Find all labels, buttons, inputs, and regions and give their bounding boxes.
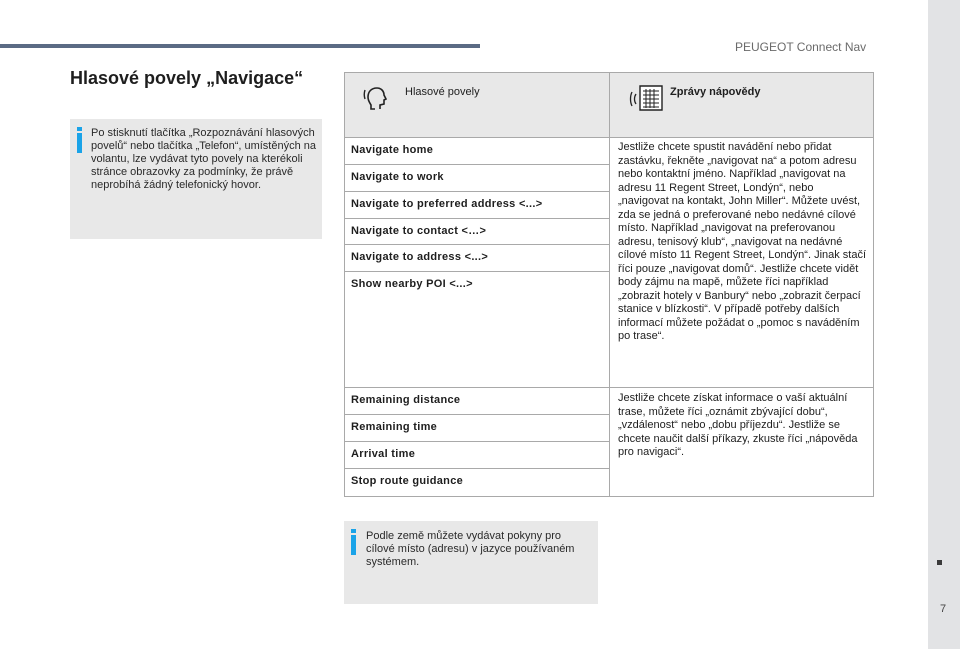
voice-command-icon xyxy=(363,82,393,114)
command-text: Show nearby POI <...> xyxy=(351,278,473,290)
header-bar xyxy=(0,44,480,48)
command-text: Navigate to preferred address <...> xyxy=(351,198,543,210)
header-product-label: PEUGEOT Connect Nav xyxy=(735,40,867,54)
command-text: Navigate home xyxy=(351,144,434,156)
help-text: Jestliže chcete spustit navádění nebo přidat zastávku, řekněte „navigovat na“ a potom adresu nebo kontaktní jméno. Například „navigovat na adresu 11 Regent Street, Londýn“, nebo „navigovat na kontakt, John Miller“. Můžete uvést, zda se jedná o preferované nebo nedávné cílové místo. Například „navigovat na preferovanou adresu, tenisový klub“, „navigovat na nedávné cílové místo 11 Regent Street, Londýn“. Jinak stačí říci pouze „navigovat domů“. Jestliže chcete vidět body zájmu na mapě, můžete říci například „zobrazit hotely v Banbury“ nebo „zobrazit čerpací stanice v blízkosti“. V případě potřeby dalších informací můžete požádat o „pomoc s naváděním po trase“. xyxy=(618,141,867,342)
header-help-messages xyxy=(610,73,873,137)
command-text: Remaining time xyxy=(351,421,438,433)
command-row xyxy=(345,272,610,388)
command-row xyxy=(345,138,610,165)
page-number: 7 xyxy=(940,603,947,615)
help-messages-icon xyxy=(628,82,664,114)
row-divider xyxy=(610,387,873,388)
header-voice-commands-label: Hlasové povely xyxy=(405,86,480,98)
info-box-language xyxy=(344,521,598,604)
help-text: Jestliže chcete získat informace o vaší aktuální trase, můžete říci „oznámit zbývající dobu“, „vzdálenost“ nebo „dobu příjezdu“. Jestliže se chcete naučit další příkazy, zkuste říci „nápověda pro navigaci“. xyxy=(618,392,858,458)
command-text: Navigate to work xyxy=(351,171,444,183)
page-title: Hlasové povely „Navigace“ xyxy=(70,68,304,88)
info-icon xyxy=(77,127,82,153)
command-row xyxy=(345,415,610,442)
header-voice-commands xyxy=(345,73,610,137)
voice-commands-table xyxy=(344,72,874,497)
command-row xyxy=(345,469,610,496)
continuation-marker xyxy=(937,560,942,565)
info-icon xyxy=(351,529,356,555)
command-row xyxy=(345,165,610,192)
command-text: Navigate to address <...> xyxy=(351,251,489,263)
command-text: Stop route guidance xyxy=(351,475,464,487)
command-row xyxy=(345,442,610,469)
info-text: Po stisknutí tlačítka „Rozpoznávání hlasových povelů“ nebo tlačítka „Telefon“, umístěných na volantu, lze vydávat tyto povely na kterékoli stránce obrazovky za podmínky, že právě neprobíhá žádný telefonický hovor. xyxy=(91,127,317,191)
command-row xyxy=(345,388,610,415)
command-text: Navigate to contact <…> xyxy=(351,225,487,237)
info-box-intro xyxy=(70,119,322,239)
info-text: Podle země můžete vydávat pokyny pro cílové místo (adresu) v jazyce používaném systémem. xyxy=(366,530,575,568)
command-row xyxy=(345,192,610,219)
table-header xyxy=(345,73,873,138)
side-strip xyxy=(928,0,960,649)
header-help-messages-label: Zprávy nápovědy xyxy=(670,86,761,98)
command-text: Arrival time xyxy=(351,448,416,460)
command-row xyxy=(345,219,610,245)
command-text: Remaining distance xyxy=(351,394,461,406)
command-row xyxy=(345,245,610,272)
